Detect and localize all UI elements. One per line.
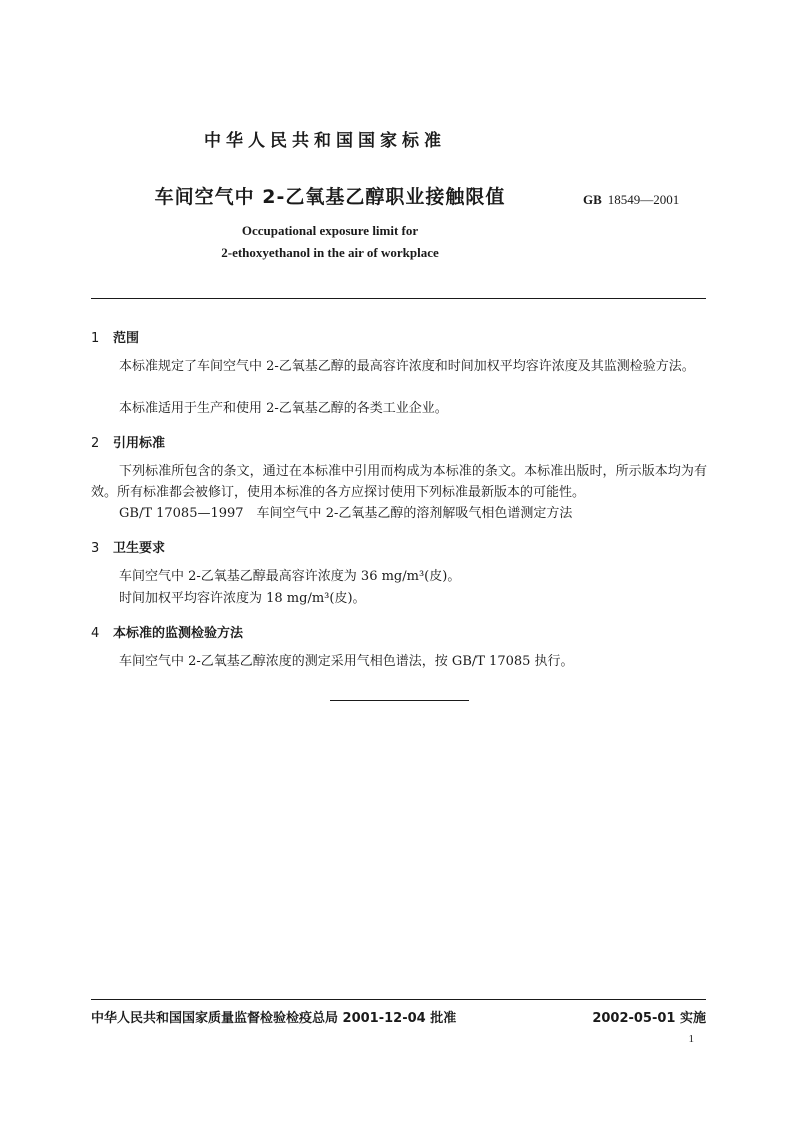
section-number: 4 bbox=[91, 626, 100, 641]
reference-entry: GB/T 17085—1997 车间空气中 2-乙氧基乙醇的溶剂解吸气相色谱测定方法 bbox=[119, 506, 573, 521]
section-number: 1 bbox=[91, 331, 100, 346]
section-title: 卫生要求 bbox=[113, 541, 166, 556]
section-number: 2 bbox=[91, 436, 100, 451]
paragraph: 车间空气中 2-乙氧基乙醇最高容许浓度为 36 mg/m³(皮)。 bbox=[119, 569, 461, 584]
section-number: 3 bbox=[91, 541, 100, 556]
end-of-text-rule bbox=[330, 700, 469, 701]
page-number: 1 bbox=[688, 1033, 694, 1045]
standard-number-value: 18549—2001 bbox=[607, 192, 680, 207]
header-divider bbox=[91, 298, 706, 299]
paragraph: 时间加权平均容许浓度为 18 mg/m³(皮)。 bbox=[119, 591, 366, 606]
paragraph: 车间空气中 2-乙氧基乙醇浓度的测定采用气相色谱法，按 GB/T 17085 执行。 bbox=[119, 654, 574, 669]
effective-date: 2002-05-01 实施 bbox=[592, 1011, 706, 1026]
english-title-line-2: 2-ethoxyethanol in the air of workplace bbox=[221, 245, 439, 260]
section-heading-methods bbox=[91, 622, 243, 641]
section-heading-references bbox=[91, 432, 165, 451]
section-title: 范围 bbox=[113, 331, 140, 346]
standard-title: 车间空气中 2-乙氧基乙醇职业接触限值 bbox=[154, 186, 506, 208]
english-title-line-1: Occupational exposure limit for bbox=[241, 223, 419, 238]
footer-divider bbox=[91, 999, 706, 1000]
section-heading-scope bbox=[91, 327, 139, 346]
paragraph: 本标准适用于生产和使用 2-乙氧基乙醇的各类工业企业。 bbox=[119, 401, 448, 416]
section-heading-hygiene bbox=[91, 537, 165, 556]
section-title: 本标准的监测检验方法 bbox=[113, 626, 244, 641]
paragraph: 下列标准所包含的条文，通过在本标准中引用而构成为本标准的条文。本标准出版时，所示版本均为有效。所有标准都会被修订，使用本标准的各方应探讨使用下列标准最新版本的可能性。 bbox=[91, 464, 707, 500]
approval-line: 中华人民共和国国家质量监督检验检疫总局 2001-12-04 批准 bbox=[91, 1011, 457, 1026]
org-title: 中华人民共和国国家标准 bbox=[204, 131, 446, 151]
section-title: 引用标准 bbox=[113, 436, 166, 451]
paragraph: 本标准规定了车间空气中 2-乙氧基乙醇的最高容许浓度和时间加权平均容许浓度及其监测检验方法。 bbox=[119, 359, 695, 374]
standard-number bbox=[583, 192, 679, 208]
standard-code: GB bbox=[583, 192, 602, 207]
